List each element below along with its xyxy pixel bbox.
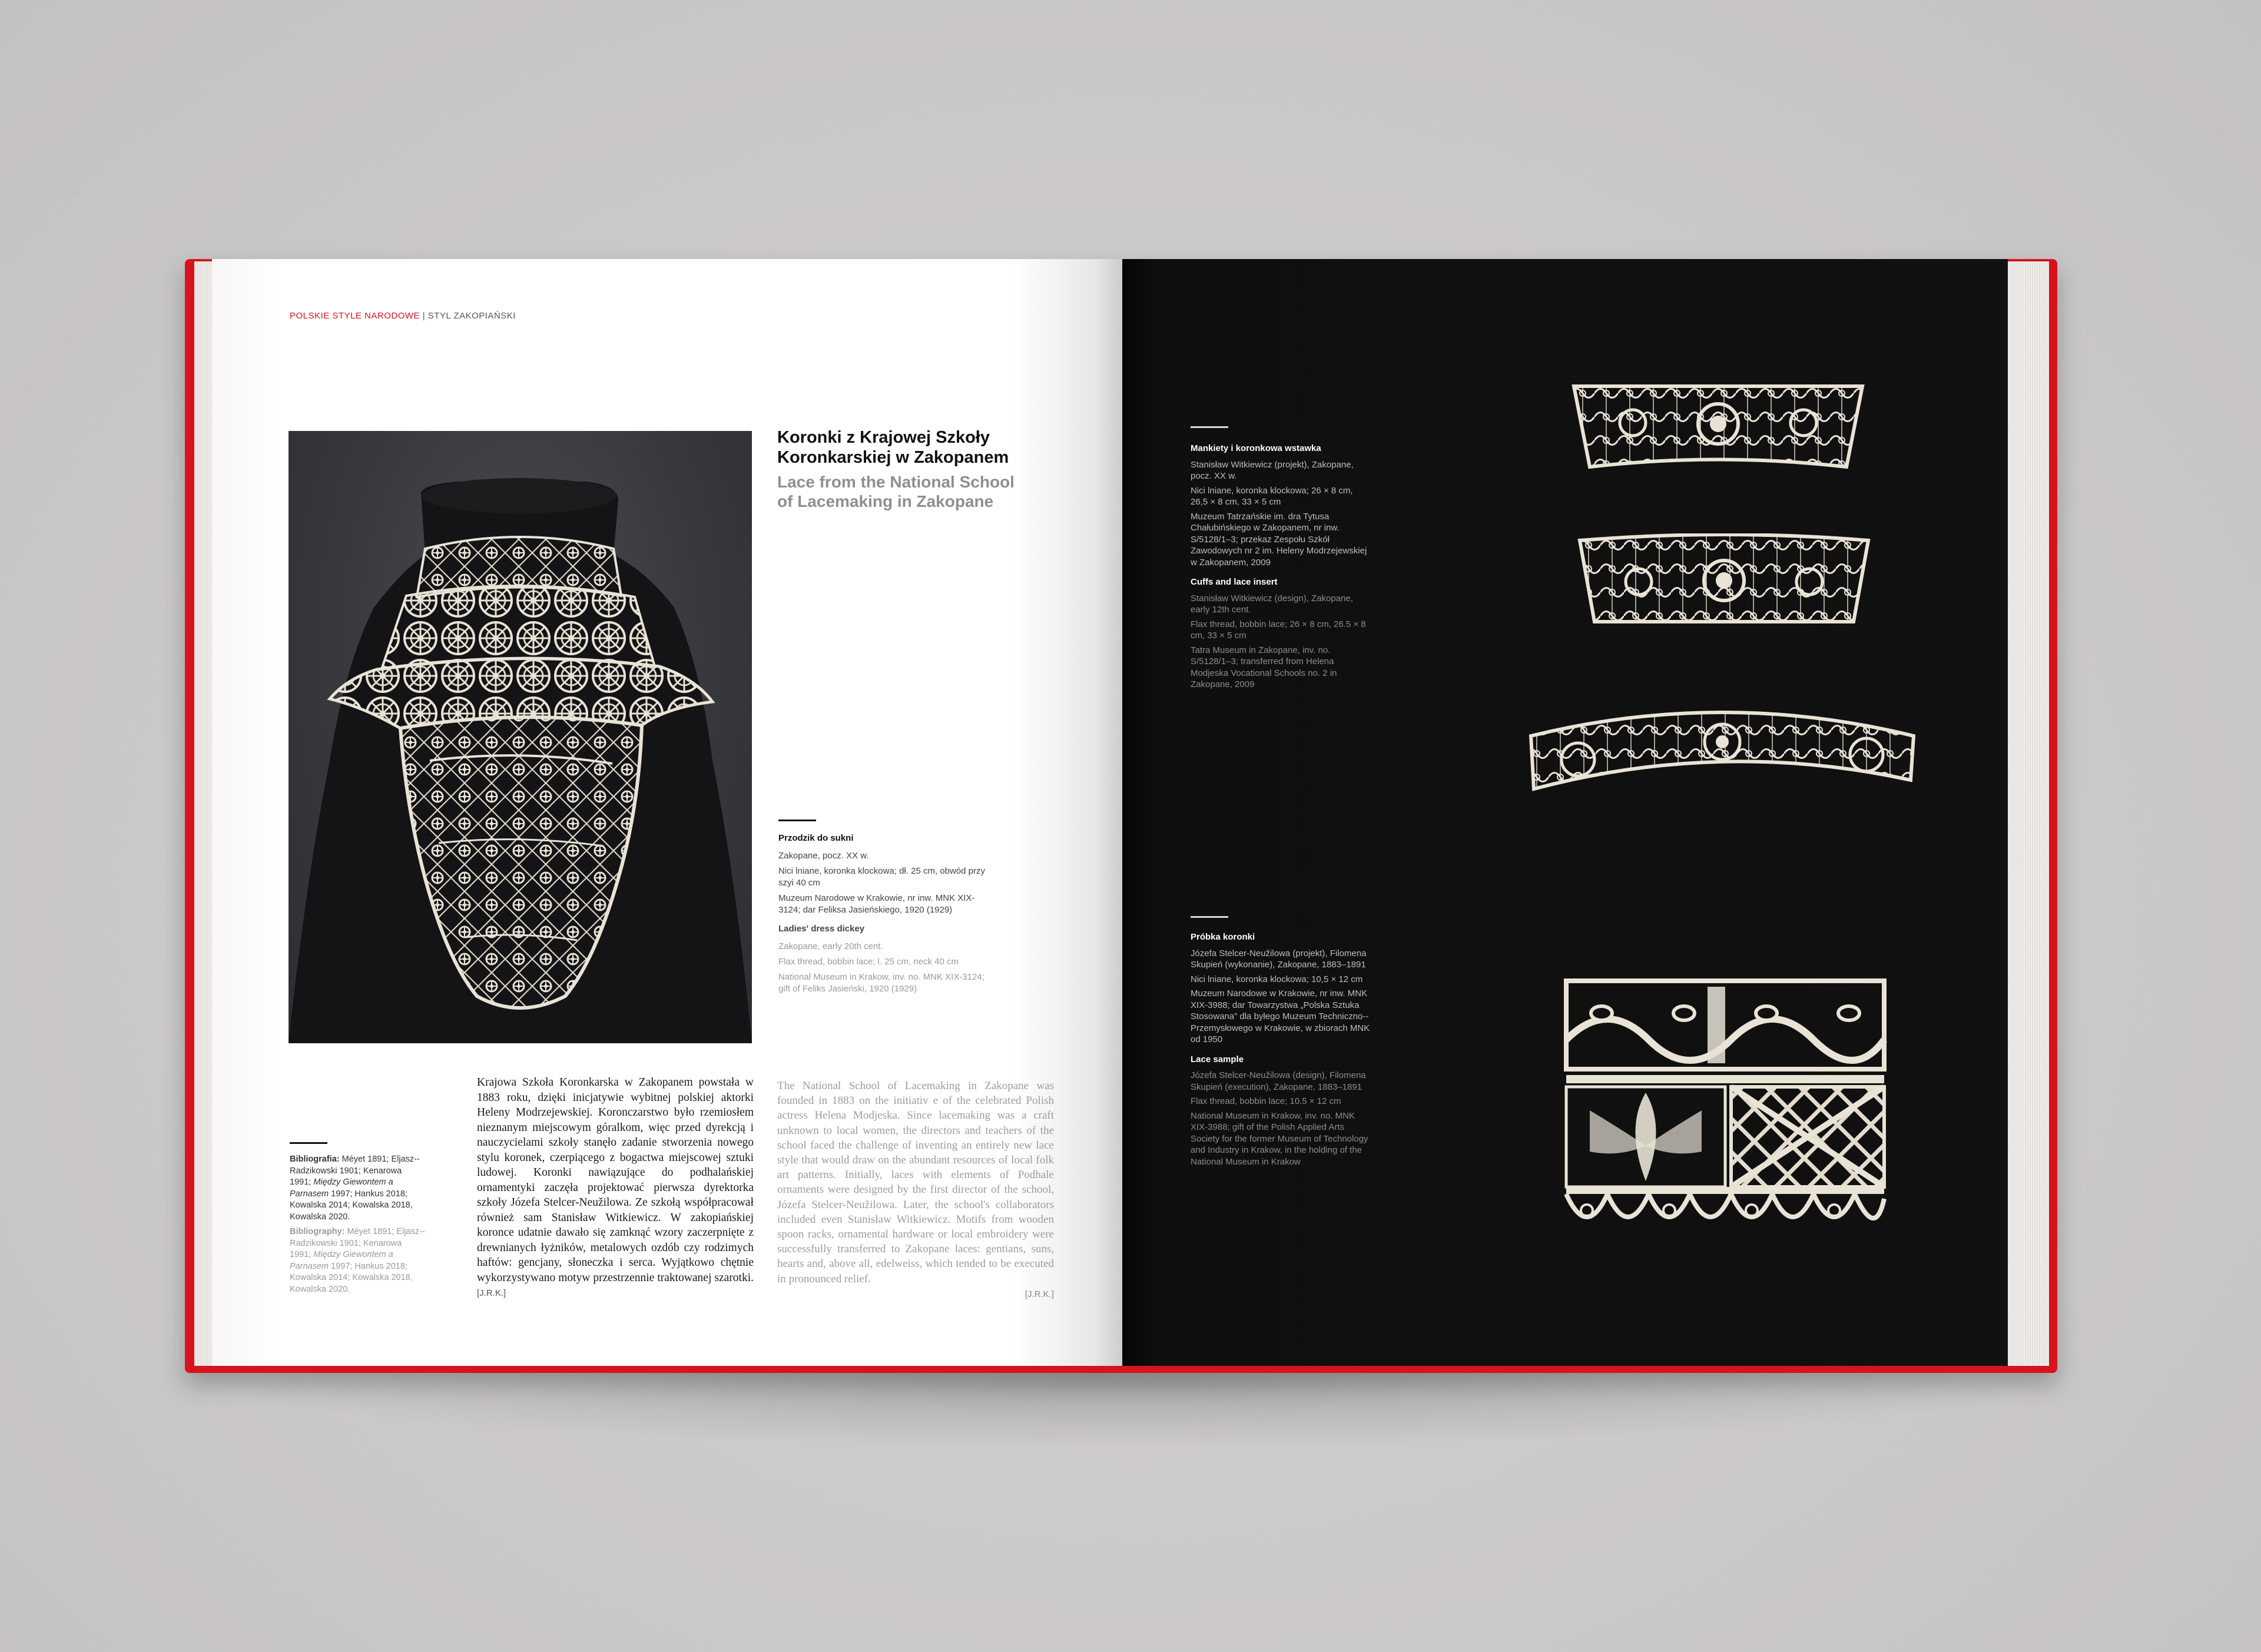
page-edges-left bbox=[194, 261, 212, 1366]
page-edges-right bbox=[2008, 261, 2049, 1366]
caption-dickey-en-line: National Museum in Krakow, inv. no. MNK XIX-3124; gift of Feliks Jasieński, 1920 (1929) bbox=[778, 972, 984, 994]
caption-sample bbox=[1191, 931, 1373, 1170]
lace-insert-illustration bbox=[1525, 695, 1919, 795]
caption-dickey-pl-line: Muzeum Narodowe w Krakowie, nr inw. MNK XIX-3124; dar Feliksa Jasieńskiego, 1920 (1929) bbox=[778, 893, 975, 915]
caption-dickey-pl-line: Nici lniane, koronka klockowa; dł. 25 cm, obwód przy szyi 40 cm bbox=[778, 866, 985, 888]
caption-cuffs-en-line: Flax thread, bobbin lace; 26 × 8 cm, 26.5 × 8 cm, 33 × 5 cm bbox=[1191, 619, 1366, 641]
lace-cuff-1-illustration bbox=[1571, 382, 1865, 476]
lace-cuff-2-illustration bbox=[1577, 533, 1871, 628]
caption-cuffs bbox=[1191, 443, 1367, 694]
caption-sample-en-line: Flax thread, bobbin lace; 10.5 × 12 cm bbox=[1191, 1096, 1341, 1106]
caption-sample-pl-line: Muzeum Narodowe w Krakowie, nr inw. MNK XIX-3988; dar Towarzystwa „Polska Sztuka Stosowana” dla byłego Muzeum Techniczno--Przemysłowego w Krakowie, w zbiorach MNK od 1950 bbox=[1191, 988, 1370, 1044]
caption-dickey-en-line: Flax thread, bobbin lace; l. 25 cm, neck 40 cm bbox=[778, 957, 959, 967]
bibliography-pl-pre: Méyet 1891; Eljasz--Radzikowski 1901; Kenarowa 1991; bbox=[290, 1155, 420, 1187]
bibliography-polish bbox=[290, 1154, 425, 1223]
body-text-polish bbox=[477, 1075, 754, 1301]
lace-sample bbox=[1554, 975, 1896, 1255]
bibliography-pl-post: 1997; Hankus 2018; Kowalska 2014; Kowalska 2018, Kowalska 2020. bbox=[290, 1189, 413, 1222]
body-en-initials-row bbox=[777, 1286, 1054, 1302]
bibliography-en-pre: Méyet 1891; Eljasz--Radzikowski 1901; Kenarowa 1991; bbox=[290, 1227, 425, 1259]
caption-cuffs-en-line: Tatra Museum in Zakopane, inv. no. S/5128/1–3; transferred from Helena Modjeska Vocational Schools no. 2 in Zakopane, 2009 bbox=[1191, 645, 1337, 689]
bibliography-english bbox=[290, 1226, 425, 1295]
running-head-section: STYL ZAKOPIAŃSKI bbox=[427, 311, 516, 321]
lace-dickey-photo bbox=[289, 431, 752, 1043]
caption-sample-en-line: Józefa Stelcer-Neužilowa (design), Filomena Skupień (execution), Zakopane, 1883–1891 bbox=[1191, 1070, 1366, 1092]
caption-rule-dickey bbox=[778, 820, 816, 821]
body-en-initials: [J.R.K.] bbox=[1025, 1289, 1054, 1299]
caption-rule-sample bbox=[1191, 916, 1228, 918]
bibliography bbox=[290, 1154, 425, 1299]
body-pl-initials: [J.R.K.] bbox=[477, 1288, 506, 1298]
bibliography-pl-label: Bibliografia: bbox=[290, 1155, 340, 1164]
lace-insert bbox=[1525, 695, 1919, 798]
body-en-text: The National School of Lacemaking in Zakopane was founded in 1883 on the initiativ e of the celebrated Polish actress Helena Modjeska. Since lacemaking was a craft unknown to local women, the directors and teachers of the school faced the challenge of inventing an entirely new lace style that would draw on the abundant resources of local folk art patterns. Initially, laces with elements of Podhale ornaments were designed by the first director of the school, Józefa Stelcer-Neužilowa. Later, the school's collaborators included even Stanisław Witkiewicz. Motifs from wooden spoon racks, ornamental hardware or local embroidery were successfully transferred to Zakopane laces: gentians, suns, hearts and, above all, edelweiss, which tended to be executed in pronounced relief. bbox=[777, 1080, 1054, 1285]
caption-cuffs-pl-line: Stanisław Witkiewicz (projekt), Zakopane, pocz. XX w. bbox=[1191, 459, 1354, 481]
caption-cuffs-en-line: Stanisław Witkiewicz (design), Zakopane, early 12th cent. bbox=[1191, 593, 1353, 615]
caption-dickey-pl-name: Przodzik do sukni bbox=[778, 833, 854, 843]
lace-dickey-illustration bbox=[289, 431, 752, 1043]
bibliography-rule bbox=[290, 1142, 327, 1144]
bibliography-en-label: Bibliography: bbox=[290, 1227, 345, 1236]
lace-sample-illustration bbox=[1554, 975, 1896, 1252]
caption-sample-pl-name: Próbka koronki bbox=[1191, 932, 1255, 942]
title-english: Lace from the National School of Lacemaking in Zakopane bbox=[777, 473, 1015, 510]
caption-sample-pl-line: Józefa Stelcer-Neužilowa (projekt), Filomena Skupień (wykonanie), Zakopane, 1883–1891 bbox=[1191, 948, 1367, 970]
body-pl-text: Krajowa Szkoła Koronkarska w Zakopanem powstała w 1883 roku, dzięki inicjatywie wybitnej polskiej aktorki Heleny Modrzejewskiej. Koronczarstwo było rzemiosłem nieznanym miejscowym góralkom, więc przed dyrekcją i nauczycielami szkoły stanęło zadanie stworzenia nowego stylu koronek, czerpiącego z bogactwa miejscowej sztuki ludowej. Koronki nawiązujące do podhalańskiej ornamentyki zaczęła projektować pierwsza dyrektorka szkoły Józefa Stelcer-Neužilowa. Ze szkołą współpracował również sam Stanisław Witkiewicz. W zakopiańskiej koronce udatnie dawało się zamknąć wzory zaczerpnięte z drewnianych łyżników, metalowych ozdób czy rodzimych haftów: gencjany, słoneczka i serca. Wyjątkowo chętnie wykorzystywano motyw przestrzennie traktowanej szarotki. bbox=[477, 1076, 754, 1284]
caption-sample-pl-line: Nici lniane, koronka klockowa; 10,5 × 12 cm bbox=[1191, 974, 1363, 984]
bibliography-en-italic: Między Giewontem a Parnasem bbox=[290, 1250, 393, 1271]
caption-cuffs-pl-line: Nici lniane, koronka klockowa; 26 × 8 cm, 26,5 × 8 cm, 33 × 5 cm bbox=[1191, 485, 1353, 507]
caption-cuffs-en-name: Cuffs and lace insert bbox=[1191, 577, 1278, 587]
caption-dickey-pl-line: Zakopane, pocz. XX w. bbox=[778, 851, 869, 861]
running-head-separator: | bbox=[420, 311, 428, 321]
running-head bbox=[290, 311, 516, 321]
body-text-english bbox=[777, 1079, 1054, 1302]
caption-dickey-en-name: Ladies' dress dickey bbox=[778, 924, 865, 934]
caption-dickey-en-line: Zakopane, early 20th cent. bbox=[778, 941, 883, 951]
lace-cuff-1 bbox=[1571, 382, 1865, 479]
caption-cuffs-pl-name: Mankiety i koronkowa wstawka bbox=[1191, 443, 1321, 453]
running-head-series: POLSKIE STYLE NARODOWE bbox=[290, 311, 420, 321]
caption-sample-en-name: Lace sample bbox=[1191, 1054, 1244, 1064]
caption-dickey bbox=[778, 832, 990, 999]
bibliography-en-post: 1997; Hankus 2018; Kowalska 2014; Kowalska 2018, Kowalska 2020. bbox=[290, 1261, 413, 1294]
lace-cuff-2 bbox=[1577, 533, 1871, 631]
caption-rule-cuffs bbox=[1191, 426, 1228, 428]
bibliography-pl-italic: Między Giewontem a Parnasem bbox=[290, 1177, 393, 1199]
caption-cuffs-pl-line: Muzeum Tatrzańskie im. dra Tytusa Chałubińskiego w Zakopanem, nr inw. S/5128/1–3; przekaz Zespołu Szkół Zawodowych nr 2 im. Heleny Modrzejewskiej w Zakopanem, 2009 bbox=[1191, 511, 1367, 568]
title-polish: Koronki z Krajowej Szkoły Koronkarskiej w Zakopanem bbox=[777, 428, 1009, 467]
caption-sample-en-line: National Museum in Krakow, inv. no. MNK XIX-3988; gift of the Polish Applied Arts Society for the former Museum of Technology and Industry in Krakow, in the holding of the National Museum in Krakow bbox=[1191, 1110, 1368, 1167]
